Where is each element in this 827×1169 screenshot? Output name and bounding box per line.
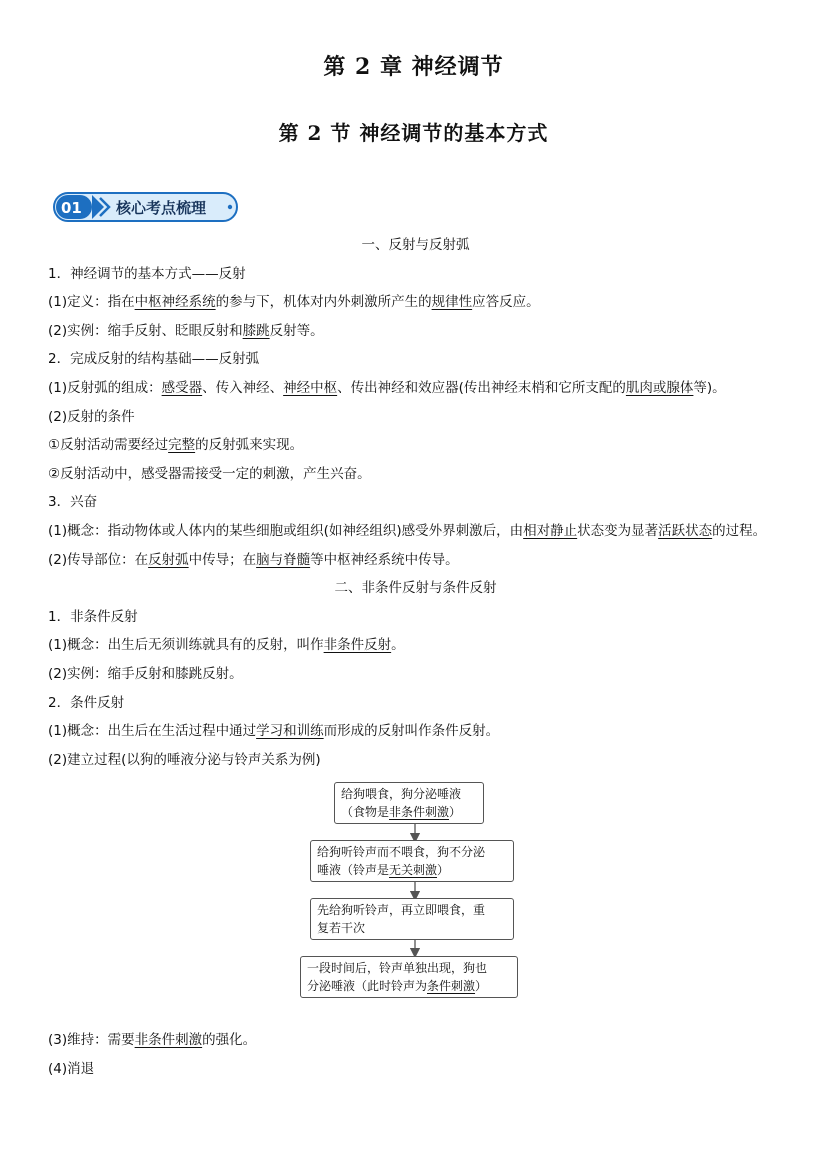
s1-p1-title: 1．神经调节的基本方式——反射 (48, 265, 246, 282)
s2-p2-title: 2．条件反射 (48, 694, 125, 711)
s1-p2-composition: (1)反射弧的组成：感受器、传入神经、神经中枢、传出神经和效应器(传出神经末梢和它所支配的肌肉或腺体等)。 (48, 379, 726, 396)
answer-underline: 规律性 (431, 294, 473, 311)
section-title: 第 2 节 神经调节的基本方式 (278, 121, 549, 145)
document-body (48, 231, 783, 1083)
s1-p3-concept: (1)概念：指动物体或人体内的某些细胞或组织(如神经组织)感受外界刺激后，由相对静止状态变为显著活跃状态的过程。 (48, 522, 767, 539)
banner-dot-icon (228, 205, 232, 209)
s1-p1-example: (2)实例：缩手反射、眨眼反射和膝跳反射等。 (48, 322, 324, 339)
answer-underline: 无关刺激 (389, 863, 438, 878)
chapter-title: 第 2 章 神经调节 (323, 54, 504, 80)
answer-underline: 神经中枢 (283, 379, 338, 396)
s1-p1-definition: (1)定义：指在中枢神经系统的参与下，机体对内外刺激所产生的规律性应答反应。 (48, 294, 540, 311)
s2-p2-extinction: (4)消退 (48, 1060, 95, 1077)
section2-heading: 二、非条件反射与条件反射 (334, 580, 497, 597)
flow-step-1: 给狗喂食，狗分泌唾液 （食物是非条件刺激） (334, 782, 484, 824)
answer-underline: 条件刺激 (427, 979, 476, 994)
answer-underline: 中枢神经系统 (134, 294, 216, 311)
answer-underline: 完整 (168, 437, 196, 454)
answer-underline: 脑与脊髓 (256, 551, 311, 568)
banner-number: 01 (61, 199, 82, 217)
answer-underline: 肌肉或腺体 (625, 379, 694, 396)
s2-p1-concept: (1)概念：出生后无须训练就具有的反射，叫作非条件反射。 (48, 637, 405, 654)
flow-step-4: 一段时间后，铃声单独出现，狗也 分泌唾液（此时铃声为条件刺激） (300, 956, 518, 998)
s2-p1-example: (2)实例：缩手反射和膝跳反射。 (48, 665, 243, 682)
s1-p2-condition-1: ①反射活动需要经过完整的反射弧来实现。 (48, 437, 304, 454)
s1-p2-conditions: (2)反射的条件 (48, 408, 135, 425)
flow-step-2: 给狗听铃声而不喂食，狗不分泌 唾液（铃声是无关刺激） (310, 840, 514, 882)
s2-p2-process: (2)建立过程(以狗的唾液分泌与铃声关系为例) (48, 751, 321, 768)
s2-p2-concept: (1)概念：出生后在生活过程中通过学习和训练而形成的反射叫作条件反射。 (48, 723, 500, 740)
answer-underline: 膝跳 (242, 322, 270, 339)
answer-underline: 非条件刺激 (134, 1032, 203, 1049)
answer-underline: 非条件刺激 (389, 805, 450, 820)
s2-p2-maintain: (3)维持：需要非条件刺激的强化。 (48, 1032, 257, 1049)
conditioning-flowchart (305, 782, 525, 1020)
s1-p3-site: (2)传导部位：在反射弧中传导；在脑与脊髓等中枢神经系统中传导。 (48, 551, 459, 568)
answer-underline: 活跃状态 (658, 522, 713, 539)
flow-step-3: 先给狗听铃声，再立即喂食，重 复若干次 (310, 898, 514, 940)
answer-underline: 反射弧 (148, 551, 189, 568)
s1-p2-condition-2: ②反射活动中，感受器需接受一定的刺激，产生兴奋。 (48, 465, 371, 482)
s1-p2-title: 2．完成反射的结构基础——反射弧 (48, 351, 260, 368)
answer-underline: 非条件反射 (323, 637, 392, 654)
answer-underline: 学习和训练 (256, 723, 324, 740)
s2-p1-title: 1．非条件反射 (48, 608, 138, 625)
answer-underline: 感受器 (161, 379, 203, 396)
answer-underline: 相对静止 (523, 522, 578, 539)
banner-label: 核心考点梳理 (116, 199, 207, 217)
section1-heading: 一、反射与反射弧 (361, 237, 470, 253)
s1-p3-title: 3．兴奋 (48, 494, 98, 511)
section-banner (52, 190, 242, 224)
